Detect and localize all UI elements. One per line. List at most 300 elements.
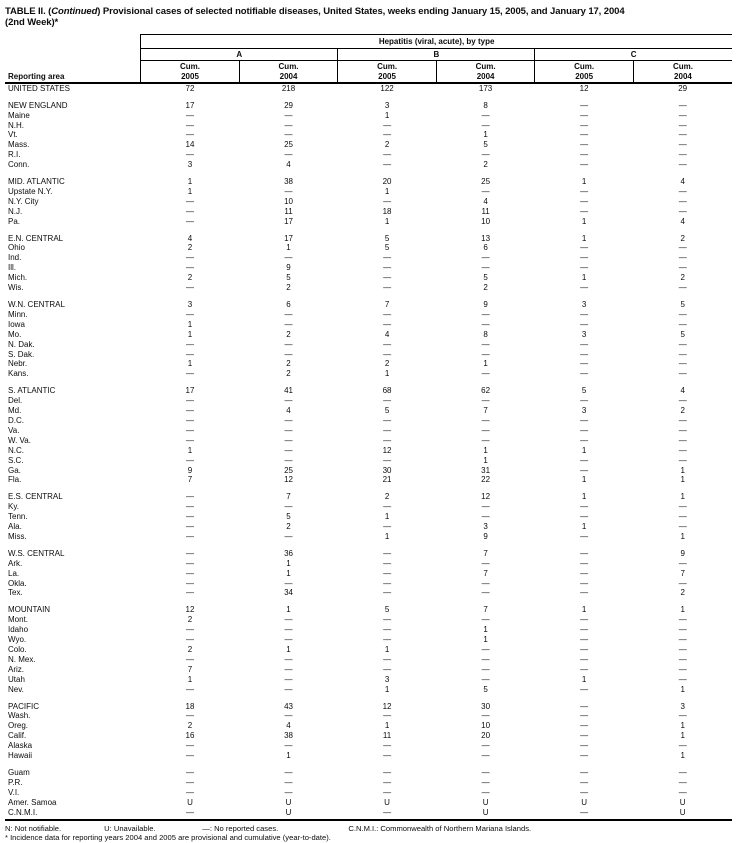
value-cell: — <box>141 130 240 140</box>
value-cell: 7 <box>141 665 240 675</box>
value-cell: — <box>239 121 338 131</box>
table-row <box>5 140 732 150</box>
value-cell: 9 <box>436 532 535 542</box>
value-cell: — <box>535 94 634 111</box>
value-cell: 5 <box>239 273 338 283</box>
value-cell: 7 <box>633 569 732 579</box>
value-cell: — <box>239 426 338 436</box>
value-cell: 2 <box>338 359 437 369</box>
value-cell: 38 <box>239 731 338 741</box>
value-cell: 9 <box>141 466 240 476</box>
value-cell: — <box>338 579 437 589</box>
value-cell: 3 <box>338 675 437 685</box>
area-cell: W.S. CENTRAL <box>5 542 141 559</box>
table-row <box>5 532 732 542</box>
table-row <box>5 502 732 512</box>
value-cell: 20 <box>436 731 535 741</box>
value-cell: — <box>633 340 732 350</box>
value-cell: — <box>535 253 634 263</box>
area-cell: N.H. <box>5 121 141 131</box>
value-cell: 5 <box>338 406 437 416</box>
value-cell: — <box>535 695 634 712</box>
header-spacer <box>5 48 141 60</box>
value-cell: — <box>535 808 634 820</box>
value-cell: — <box>535 130 634 140</box>
value-cell: — <box>338 751 437 761</box>
value-cell: 8 <box>436 94 535 111</box>
table-row <box>5 111 732 121</box>
table-row <box>5 94 732 111</box>
value-cell: 1 <box>633 721 732 731</box>
value-cell: 1 <box>338 369 437 379</box>
value-cell: U <box>436 808 535 820</box>
table-row <box>5 160 732 170</box>
value-cell: — <box>535 187 634 197</box>
value-cell: — <box>436 675 535 685</box>
table-row <box>5 283 732 293</box>
value-cell: — <box>436 121 535 131</box>
value-cell: — <box>633 711 732 721</box>
value-cell: 1 <box>239 569 338 579</box>
value-cell: — <box>239 187 338 197</box>
table-row <box>5 685 732 695</box>
value-cell: — <box>338 615 437 625</box>
value-cell: — <box>141 808 240 820</box>
table-row <box>5 695 732 712</box>
value-cell: — <box>535 532 634 542</box>
value-cell: 2 <box>239 522 338 532</box>
value-cell: 1 <box>436 446 535 456</box>
value-cell: — <box>141 406 240 416</box>
value-cell: 1 <box>633 731 732 741</box>
value-cell: — <box>141 542 240 559</box>
value-cell: — <box>436 665 535 675</box>
value-cell: U <box>239 798 338 808</box>
value-cell: — <box>535 741 634 751</box>
value-cell: 2 <box>633 406 732 416</box>
value-cell: — <box>338 121 437 131</box>
value-cell: 173 <box>436 83 535 94</box>
value-cell: 1 <box>633 598 732 615</box>
value-cell: — <box>141 588 240 598</box>
value-cell: — <box>338 635 437 645</box>
value-cell: — <box>239 788 338 798</box>
value-cell: 2 <box>436 160 535 170</box>
table-row <box>5 721 732 731</box>
footnote-incidence-note: * Incidence data for reporting years 2004 and 2005 are provisional and cumulative (year-to-date). <box>5 833 732 843</box>
column-header-c-cum-2005: Cum. 2005 <box>535 60 634 83</box>
value-cell: 8 <box>436 330 535 340</box>
value-cell: — <box>633 207 732 217</box>
value-cell: U <box>141 798 240 808</box>
value-cell: 1 <box>633 751 732 761</box>
area-cell: Ala. <box>5 522 141 532</box>
value-cell: — <box>535 436 634 446</box>
value-cell: — <box>633 160 732 170</box>
value-cell: — <box>239 532 338 542</box>
value-cell: 21 <box>338 475 437 485</box>
value-cell: 4 <box>239 406 338 416</box>
area-cell: W.N. CENTRAL <box>5 293 141 310</box>
value-cell: — <box>239 502 338 512</box>
value-cell: — <box>141 283 240 293</box>
value-cell: 1 <box>436 359 535 369</box>
value-cell: — <box>436 426 535 436</box>
footnotes <box>5 824 732 843</box>
table-title-continued: Continued <box>51 6 97 17</box>
value-cell: — <box>338 502 437 512</box>
value-cell: U <box>535 798 634 808</box>
value-cell: — <box>535 466 634 476</box>
area-cell: Miss. <box>5 532 141 542</box>
value-cell: 1 <box>436 456 535 466</box>
value-cell: 1 <box>436 635 535 645</box>
value-cell: — <box>436 655 535 665</box>
value-cell: 4 <box>633 170 732 187</box>
value-cell: — <box>535 778 634 788</box>
area-cell: N.J. <box>5 207 141 217</box>
value-cell: 11 <box>436 207 535 217</box>
value-cell: — <box>633 396 732 406</box>
area-cell: Upstate N.Y. <box>5 187 141 197</box>
value-cell: — <box>535 197 634 207</box>
table-row <box>5 456 732 466</box>
value-cell: — <box>338 542 437 559</box>
value-cell: 9 <box>633 542 732 559</box>
area-cell: N.Y. City <box>5 197 141 207</box>
value-cell: — <box>338 588 437 598</box>
value-cell: — <box>239 456 338 466</box>
area-cell: Mont. <box>5 615 141 625</box>
value-cell: 5 <box>436 140 535 150</box>
column-group-hepatitis: Hepatitis (viral, acute), by type <box>141 34 732 48</box>
value-cell: — <box>239 675 338 685</box>
value-cell: — <box>535 320 634 330</box>
value-cell: 25 <box>239 140 338 150</box>
value-cell: — <box>239 150 338 160</box>
value-cell: — <box>535 207 634 217</box>
area-cell: Wash. <box>5 711 141 721</box>
value-cell: 11 <box>338 731 437 741</box>
value-cell: — <box>436 111 535 121</box>
value-cell: — <box>633 263 732 273</box>
table-row <box>5 330 732 340</box>
value-cell: 12 <box>535 83 634 94</box>
value-cell: — <box>141 741 240 751</box>
value-cell: — <box>633 502 732 512</box>
value-cell: — <box>141 150 240 160</box>
value-cell: — <box>633 187 732 197</box>
header-row-cum <box>5 60 732 83</box>
value-cell: 1 <box>535 598 634 615</box>
value-cell: — <box>141 436 240 446</box>
value-cell: — <box>338 273 437 283</box>
value-cell: — <box>436 320 535 330</box>
value-cell: — <box>535 788 634 798</box>
value-cell: 1 <box>141 187 240 197</box>
value-cell: — <box>436 559 535 569</box>
value-cell: — <box>141 340 240 350</box>
table-row <box>5 446 732 456</box>
value-cell: 2 <box>239 283 338 293</box>
value-cell: 2 <box>141 645 240 655</box>
area-cell: N. Dak. <box>5 340 141 350</box>
value-cell: 3 <box>535 293 634 310</box>
value-cell: — <box>141 485 240 502</box>
area-cell: Ga. <box>5 466 141 476</box>
value-cell: — <box>535 243 634 253</box>
value-cell: — <box>633 243 732 253</box>
table-row <box>5 227 732 244</box>
column-header-b-cum-2005: Cum. 2005 <box>338 60 437 83</box>
value-cell: — <box>535 396 634 406</box>
value-cell: 1 <box>338 532 437 542</box>
table-row <box>5 485 732 502</box>
area-cell: Maine <box>5 111 141 121</box>
value-cell: 2 <box>239 369 338 379</box>
value-cell: 12 <box>338 446 437 456</box>
area-cell: S. ATLANTIC <box>5 379 141 396</box>
value-cell: 62 <box>436 379 535 396</box>
value-cell: 17 <box>141 94 240 111</box>
value-cell: — <box>535 665 634 675</box>
value-cell: — <box>436 579 535 589</box>
value-cell: — <box>633 283 732 293</box>
value-cell: — <box>141 559 240 569</box>
value-cell: — <box>141 121 240 131</box>
value-cell: — <box>633 741 732 751</box>
value-cell: 14 <box>141 140 240 150</box>
value-cell: — <box>141 350 240 360</box>
table-row <box>5 359 732 369</box>
value-cell: — <box>141 778 240 788</box>
footnote-cnmi: C.N.M.I.: Commonwealth of Northern Mariana Islands. <box>348 824 531 834</box>
value-cell: 25 <box>239 466 338 476</box>
value-cell: — <box>436 369 535 379</box>
value-cell: — <box>633 655 732 665</box>
table-row <box>5 197 732 207</box>
area-cell: Ohio <box>5 243 141 253</box>
value-cell: — <box>338 741 437 751</box>
value-cell: — <box>436 711 535 721</box>
table-row <box>5 598 732 615</box>
value-cell: 1 <box>338 111 437 121</box>
value-cell: 41 <box>239 379 338 396</box>
table-row <box>5 665 732 675</box>
value-cell: — <box>633 350 732 360</box>
value-cell: 2 <box>141 273 240 283</box>
value-cell: 2 <box>633 227 732 244</box>
value-cell: — <box>141 788 240 798</box>
area-cell: MID. ATLANTIC <box>5 170 141 187</box>
table-row <box>5 788 732 798</box>
value-cell: — <box>633 94 732 111</box>
value-cell: — <box>338 310 437 320</box>
value-cell: 5 <box>338 243 437 253</box>
value-cell: — <box>141 111 240 121</box>
value-cell: 11 <box>239 207 338 217</box>
footnote-legend <box>5 824 732 834</box>
footnote-unavailable: U: Unavailable. <box>104 824 200 834</box>
table-row <box>5 559 732 569</box>
area-cell: Ill. <box>5 263 141 273</box>
value-cell: — <box>141 207 240 217</box>
area-cell: Fla. <box>5 475 141 485</box>
value-cell: — <box>141 761 240 778</box>
value-cell: — <box>239 665 338 675</box>
value-cell: 1 <box>239 645 338 655</box>
value-cell: — <box>141 625 240 635</box>
value-cell: — <box>338 655 437 665</box>
value-cell: — <box>141 569 240 579</box>
value-cell: 7 <box>436 542 535 559</box>
value-cell: 68 <box>338 379 437 396</box>
value-cell: — <box>633 625 732 635</box>
value-cell: 7 <box>436 569 535 579</box>
value-cell: 1 <box>633 532 732 542</box>
value-cell: — <box>436 645 535 655</box>
value-cell: 43 <box>239 695 338 712</box>
table-row <box>5 369 732 379</box>
area-cell: Wyo. <box>5 635 141 645</box>
value-cell: 20 <box>338 170 437 187</box>
footnote-not-notifiable: N: Not notifiable. <box>5 824 102 834</box>
table-row <box>5 406 732 416</box>
value-cell: 5 <box>239 512 338 522</box>
value-cell: 1 <box>535 217 634 227</box>
table-row <box>5 379 732 396</box>
value-cell: 1 <box>239 751 338 761</box>
value-cell: — <box>633 456 732 466</box>
value-cell: — <box>141 416 240 426</box>
value-cell: — <box>141 456 240 466</box>
value-cell: — <box>436 396 535 406</box>
area-cell: C.N.M.I. <box>5 808 141 820</box>
value-cell: — <box>141 253 240 263</box>
value-cell: 29 <box>633 83 732 94</box>
area-cell: Amer. Samoa <box>5 798 141 808</box>
value-cell: U <box>633 798 732 808</box>
table-row <box>5 310 732 320</box>
table-title-week: (2nd Week)* <box>5 17 58 28</box>
value-cell: 1 <box>239 243 338 253</box>
area-cell: La. <box>5 569 141 579</box>
table-row <box>5 588 732 598</box>
value-cell: — <box>633 197 732 207</box>
value-cell: — <box>338 197 437 207</box>
value-cell: 4 <box>436 197 535 207</box>
value-cell: 3 <box>436 522 535 532</box>
value-cell: — <box>141 263 240 273</box>
value-cell: 4 <box>239 721 338 731</box>
column-header-a-cum-2004: Cum. 2004 <box>239 60 338 83</box>
value-cell: 1 <box>338 645 437 655</box>
value-cell: — <box>141 655 240 665</box>
area-cell: Idaho <box>5 625 141 635</box>
area-cell: Oreg. <box>5 721 141 731</box>
value-cell: — <box>239 579 338 589</box>
value-cell: 2 <box>141 615 240 625</box>
value-cell: 17 <box>239 217 338 227</box>
value-cell: U <box>436 798 535 808</box>
value-cell: — <box>535 140 634 150</box>
value-cell: — <box>239 625 338 635</box>
value-cell: 122 <box>338 83 437 94</box>
value-cell: 7 <box>239 485 338 502</box>
value-cell: 10 <box>239 197 338 207</box>
value-cell: 12 <box>239 475 338 485</box>
value-cell: — <box>239 253 338 263</box>
area-cell: Tenn. <box>5 512 141 522</box>
value-cell: — <box>633 320 732 330</box>
value-cell: 1 <box>141 330 240 340</box>
header-row-subgroups <box>5 48 732 60</box>
value-cell: 30 <box>436 695 535 712</box>
value-cell: — <box>535 340 634 350</box>
value-cell: — <box>633 645 732 655</box>
area-cell: Okla. <box>5 579 141 589</box>
value-cell: 1 <box>239 559 338 569</box>
value-cell: — <box>535 569 634 579</box>
area-cell: Mich. <box>5 273 141 283</box>
area-cell: Ariz. <box>5 665 141 675</box>
value-cell: 1 <box>141 675 240 685</box>
value-cell: — <box>436 436 535 446</box>
value-cell: — <box>239 741 338 751</box>
area-cell: V.I. <box>5 788 141 798</box>
value-cell: — <box>338 522 437 532</box>
table-title <box>5 6 732 29</box>
value-cell: 7 <box>141 475 240 485</box>
value-cell: 12 <box>141 598 240 615</box>
column-header-reporting-area: Reporting area <box>5 60 141 83</box>
value-cell: — <box>141 751 240 761</box>
value-cell: 5 <box>436 273 535 283</box>
value-cell: — <box>535 721 634 731</box>
value-cell: 1 <box>633 466 732 476</box>
value-cell: 12 <box>436 485 535 502</box>
value-cell: — <box>239 320 338 330</box>
area-cell: E.S. CENTRAL <box>5 485 141 502</box>
value-cell: 5 <box>633 330 732 340</box>
area-cell: Nev. <box>5 685 141 695</box>
value-cell: — <box>338 711 437 721</box>
value-cell: 5 <box>633 293 732 310</box>
value-cell: — <box>338 150 437 160</box>
area-cell: Iowa <box>5 320 141 330</box>
area-cell: Kans. <box>5 369 141 379</box>
value-cell: — <box>338 456 437 466</box>
value-cell: — <box>633 665 732 675</box>
table-row <box>5 778 732 788</box>
value-cell: — <box>535 645 634 655</box>
value-cell: — <box>535 456 634 466</box>
value-cell: 2 <box>141 243 240 253</box>
value-cell: 1 <box>239 598 338 615</box>
table-row <box>5 741 732 751</box>
footnote-no-reported-cases: —: No reported cases. <box>202 824 346 834</box>
value-cell: — <box>338 559 437 569</box>
value-cell: 218 <box>239 83 338 94</box>
area-cell: Mass. <box>5 140 141 150</box>
column-group-hepatitis-c: C <box>535 48 732 60</box>
value-cell: 2 <box>141 721 240 731</box>
value-cell: 1 <box>535 485 634 502</box>
table-row <box>5 522 732 532</box>
value-cell: — <box>436 253 535 263</box>
area-cell: W. Va. <box>5 436 141 446</box>
area-cell: N. Mex. <box>5 655 141 665</box>
